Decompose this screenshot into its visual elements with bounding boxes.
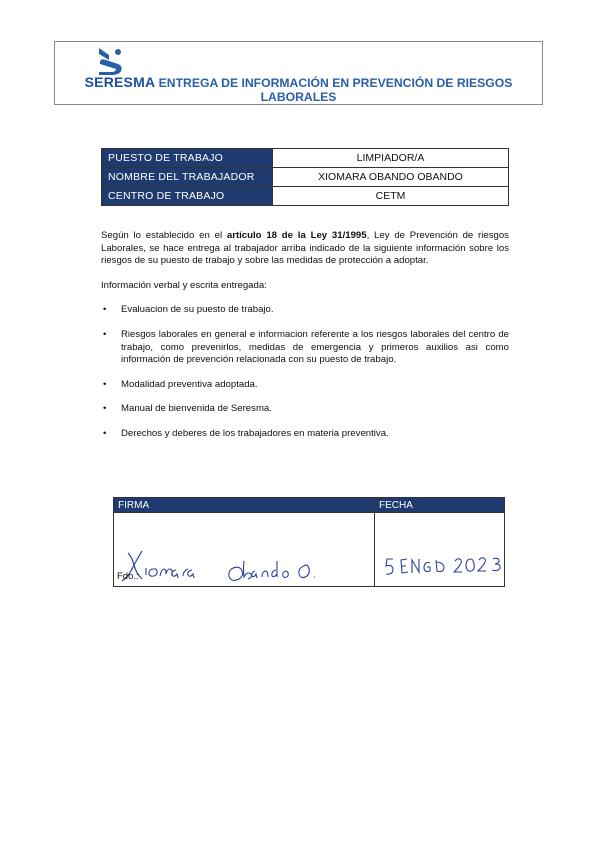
fecha-header: FECHA <box>375 498 505 513</box>
list-item-text: Riesgos laborales en general e informacion referente a los riesgos laborales del centro de trabajo, como prevenirlos, medidas de emergencia y primeros auxilios asi como información de prevención relacionada con su puesto de trabajo. <box>121 328 509 366</box>
list-item-text: Derechos y deberes de los trabajadores en materia preventiva. <box>121 427 389 439</box>
list-item <box>101 403 509 416</box>
document-title <box>61 75 536 104</box>
firma-header: FIRMA <box>114 498 375 513</box>
signature-row <box>114 513 505 587</box>
list-item <box>101 329 509 367</box>
handwritten-signature <box>114 513 366 584</box>
table-row <box>102 149 509 168</box>
list-item-text: Evaluacion de su puesto de trabajo. <box>121 304 274 316</box>
law-reference: artículo 18 de la Ley 31/1995 <box>226 230 367 241</box>
date-cell[interactable] <box>375 513 505 587</box>
intro-paragraph <box>101 230 509 268</box>
brand-name: SERESMA <box>84 74 156 90</box>
bullet-icon: • <box>103 328 107 340</box>
signature-cell[interactable] <box>114 513 375 587</box>
worker-name-value: XIOMARA OBANDO OBANDO <box>273 168 509 187</box>
bullet-icon: • <box>103 427 107 439</box>
intro-text-end: , Ley de Prevención de riesgos Laborales, se hace entrega al trabajador arriba indicado de la siguiente información sobre los riesgos de su puesto de trabajo y sobre las medidas de protección a adoptar. <box>101 230 509 267</box>
information-list <box>101 304 509 440</box>
document-body <box>101 230 509 453</box>
work-center-label: CENTRO DE TRABAJO <box>102 187 273 206</box>
list-item <box>101 304 509 317</box>
fdo-label: Fdo.: <box>117 571 139 582</box>
handwritten-date <box>375 513 515 584</box>
document-header <box>54 41 543 105</box>
list-item-text: Manual de bienvenida de Seresma. <box>121 403 272 415</box>
work-center-value: CETM <box>273 187 509 206</box>
list-item <box>101 428 509 441</box>
seresma-logo-icon <box>96 46 124 76</box>
bullet-icon: • <box>103 403 107 415</box>
table-row <box>102 168 509 187</box>
worker-info-table <box>101 148 509 206</box>
table-row <box>102 187 509 206</box>
list-item-text: Modalidad preventiva adoptada. <box>121 378 258 390</box>
bullet-icon: • <box>103 378 107 390</box>
intro-text-start: Según lo establecido en el <box>101 230 227 241</box>
list-item <box>101 379 509 392</box>
job-position-value: LIMPIADOR/A <box>273 149 509 168</box>
worker-name-label: NOMBRE DEL TRABAJADOR <box>102 168 273 187</box>
signature-header-row <box>114 498 505 513</box>
signature-table <box>113 497 505 587</box>
job-position-label: PUESTO DE TRABAJO <box>102 149 273 168</box>
list-heading: Información verbal y escrita entregada: <box>101 279 267 291</box>
bullet-icon: • <box>103 304 107 316</box>
title-text: ENTREGA DE INFORMACIÓN EN PREVENCIÓN DE RIESGOS LABORALES <box>158 76 513 104</box>
